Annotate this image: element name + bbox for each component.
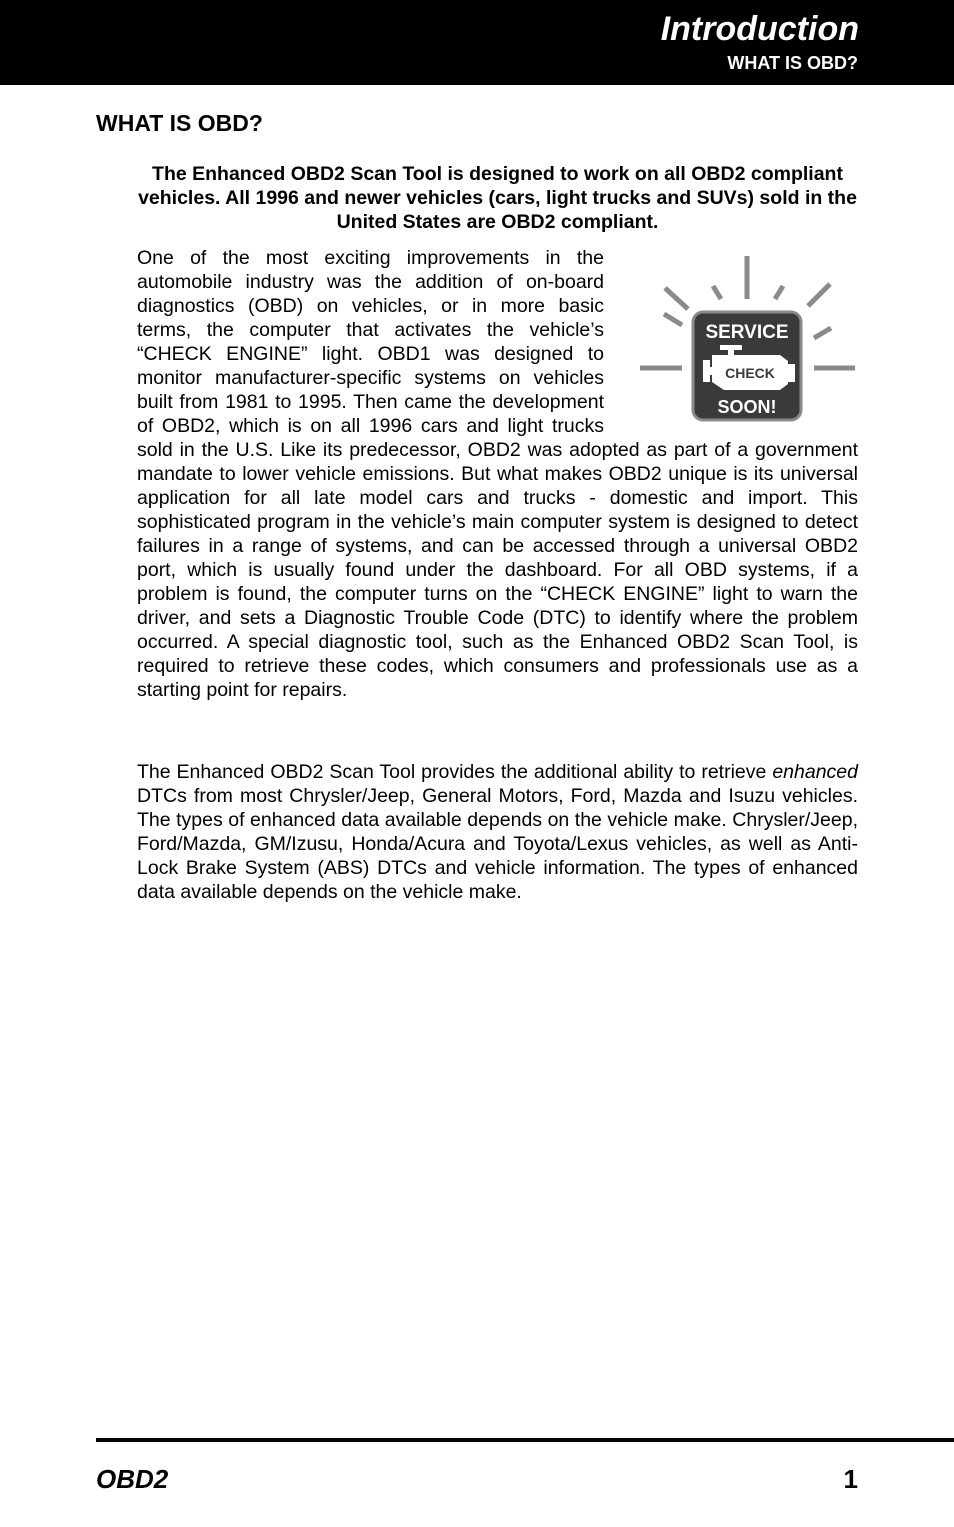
header-bar [0,0,954,85]
ray-top-right-inner [775,286,783,299]
footer-product-name: OBD2 [96,1464,169,1494]
section-heading: WHAT IS OBD? [96,110,263,136]
paragraph-2-start: The Enhanced OBD2 Scan Tool provides the additional ability to retrieve [137,761,773,783]
page-title: Introduction [660,10,859,48]
badge-top-label: SERVICE [705,322,789,343]
paragraph-1-text: One of the most exciting improvements in the automobile industry was the addition of on-board diagnostics (OBD) on vehicles, or in more basic terms, the computer that activates the vehicle’s “CHECK ENGINE” light. OBD1 was designed to monitor manufacturer-specific systems on vehicles built from 1981 to 1995. Then came the development of OBD2, which is on all 1996 cars and light trucks sold in the U.S. Like its predecessor, OBD2 was adopted as part of a government mandate to lower vehicle emissions. But what makes OBD2 unique is its universal application for all late model cars and trucks - domestic and import. This sophisticated program in the vehicle’s main computer system is designed to detect failures in a range of systems, and can be accessed through a universal OBD2 port, which is usually found under the dashboard. For all OBD systems, if a problem is found, the computer turns on the “CHECK ENGINE” light to warn the driver, and sets a Diagnostic Trouble Code (DTC) to identify where the problem occurred. A special diagnostic tool, such as the Enhanced OBD2 Scan Tool, is required to retrieve these codes, which consumers and professionals use as a starting point for repairs. [137,247,858,701]
footer-rule [96,1438,954,1442]
check-engine-light-icon [640,251,860,431]
paragraph-1 [137,246,858,702]
paragraph-2 [137,760,858,904]
badge-bottom-label: SOON! [717,397,777,417]
paragraph-2-emphasis: enhanced [772,761,858,783]
badge-middle-label: CHECK [725,365,775,381]
ray-mid-right [814,328,831,338]
ray-upper-left [665,288,688,309]
ray-mid-left [664,314,682,325]
ray-upper-right [808,284,830,306]
page-subtitle: WHAT IS OBD? [727,53,858,73]
intro-summary: The Enhanced OBD2 Scan Tool is designed to work on all OBD2 compliant vehicles. All 1996 and newer vehicles (cars, light trucks and SUVs) sold in the United States are OBD2 compliant. [138,163,857,233]
service-check-soon-illustration [618,246,858,434]
paragraph-2-end: DTCs from most Chrysler/Jeep, General Motors, Ford, Mazda and Isuzu vehicles. The types of enhanced data available depends on the vehicle make. Chrysler/Jeep, Ford/Mazda, GM/Izusu, Honda/Acura and Toyota/Lexus vehicles, as well as Anti-Lock Brake System (ABS) DTCs and vehicle information. The types of enhanced data available depends on the vehicle make. [137,785,858,903]
ray-top-left-inner [713,286,721,299]
page-number: 1 [843,1464,858,1494]
